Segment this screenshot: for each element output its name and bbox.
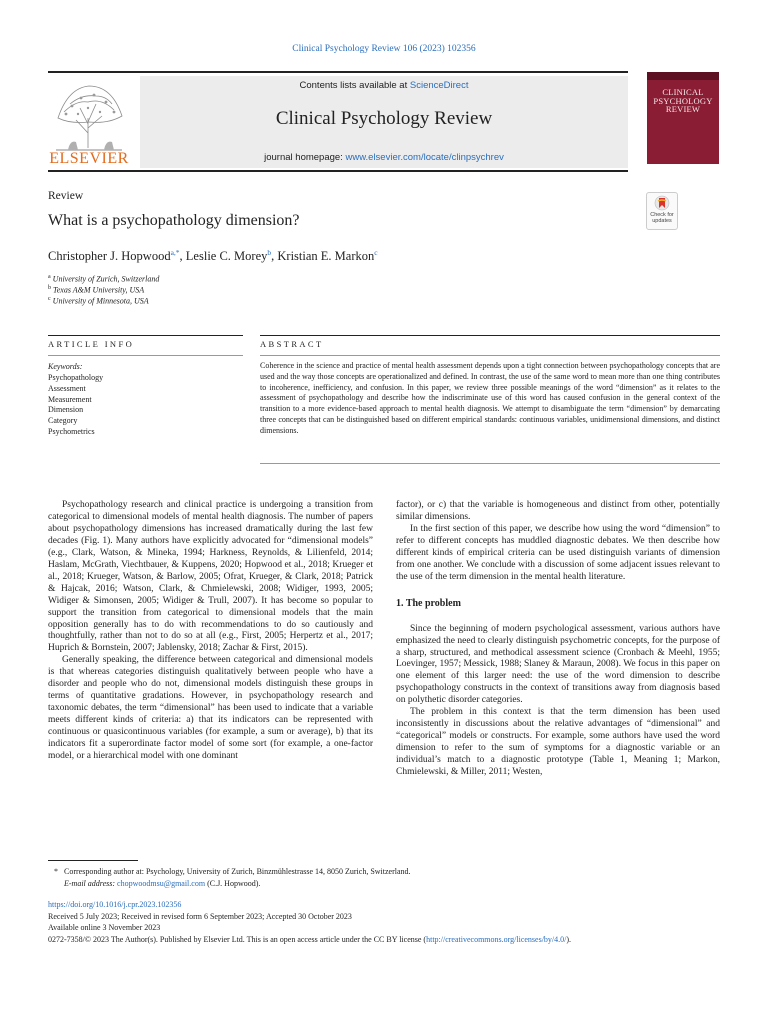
author-name[interactable]: Leslie C. Morey	[185, 249, 268, 264]
affiliation-text: University of Zurich, Switzerland	[52, 274, 160, 284]
corresponding-author-note	[54, 866, 411, 878]
check-for-updates-button[interactable]	[646, 192, 678, 230]
keywords-list	[48, 373, 103, 438]
article-title: What is a psychopathology dimension?	[48, 212, 300, 229]
author-affiliation-marker[interactable]: a,*	[170, 248, 180, 257]
journal-cover-band	[647, 72, 719, 80]
body-paragraph-continued: factor), or c) that the variable is homogeneous and distinct from other, potentially similar dimensions.	[396, 500, 720, 522]
body-column-right	[396, 500, 720, 779]
received-dates: Received 5 July 2023; Received in revised form 6 September 2023; Accepted 30 October 2023	[48, 911, 352, 921]
crossmark-caption: Check for updates	[650, 212, 674, 224]
author-name[interactable]: Christopher J. Hopwood	[48, 249, 171, 264]
running-head[interactable]: Clinical Psychology Review 106 (2023) 102356	[292, 44, 476, 54]
article-info-heading: ARTICLE INFO	[48, 339, 135, 349]
body-paragraph: The problem in this context is that the term dimension has been used inconsistently in discussions about the relative advantages of “dimensional” and “categorical” models or constructs. For example, some authors have used the word dimension to refer to the sum of symptoms for a diagnostic variable or an individual’s match to a diagnostic prototype (Table 1, Meaning 1; Markon, Chmielewski, & Miller, 2011; Westen,	[396, 707, 720, 778]
cover-line: CLINICAL	[662, 87, 704, 97]
keyword-item: Dimension	[48, 405, 84, 415]
affiliation-item	[48, 296, 149, 306]
keyword-item: Psychopathology	[48, 373, 104, 382]
body-paragraph: Generally speaking, the difference between categorical and dimensional models is that whereas categories distinguish qualitatively between people who have a disorder and people who do not, dimensional models distinguish these groups in terms of quantitative gradations. However, in psychopathology research and taxonomic debates, the term “dimensional” has been used to indicate that a variable meets different kinds of criteria: a) that its indicators can be represented with continuous or quasicontinuous variables (for example, a sum or average), b) that its indicators fit a superordinate factor model of some sort (for example, a one-factor model, or a hierarchical model with one dominant	[48, 655, 373, 762]
elsevier-wordmark[interactable]: ELSEVIER	[49, 150, 129, 167]
article-type: Review	[48, 190, 84, 202]
author-name[interactable]: Kristian E. Markon	[277, 249, 375, 264]
email-line	[54, 878, 411, 890]
footnote-marker: *	[54, 867, 58, 876]
abstract-heading: ABSTRACT	[260, 339, 324, 349]
publication-info	[48, 899, 728, 945]
masthead-top-rule	[48, 71, 628, 73]
footnote-rule	[48, 860, 138, 861]
affiliation-text: Texas A&M University, USA	[53, 285, 145, 295]
copyright-text: 0272-7358/© 2023 The Author(s). Published by Elsevier Ltd. This is an open access article under the CC BY license (	[48, 934, 427, 944]
abstract-rule	[260, 335, 720, 336]
sciencedirect-link[interactable]: ScienceDirect	[409, 80, 469, 91]
article-info-rule	[48, 335, 243, 336]
affiliation-marker: c	[48, 296, 51, 302]
affiliation-marker: a	[48, 274, 51, 280]
cover-line: REVIEW	[665, 104, 701, 114]
copyright-end: ).	[566, 934, 572, 944]
body-paragraph: Since the beginning of modern psychological assessment, various authors have emphasized the need to clearly distinguish psychometric concepts, for the purpose of a sharp, structured, and methodical assessment science (Cronbach & Meehl, 1955; Loevinger, 1957; Messick, 1988; Slaney & Maraun, 2008). We focus in this paper on one element of this larger need: the use of the word dimension to describe psychopathology constructs in the context of transitions away from diagnosis based on polythetic disorder categories.	[396, 623, 720, 706]
contents-line	[140, 80, 628, 91]
email-suffix: (C.J. Hopwood).	[207, 879, 261, 888]
affiliation-marker: b	[48, 285, 51, 291]
copyright-line	[48, 934, 728, 946]
keyword-item: Psychometrics	[48, 426, 95, 436]
cover-line: PSYCHOLOGY	[653, 95, 713, 106]
journal-cover-title	[650, 88, 716, 114]
author-affiliation-marker[interactable]: b	[267, 248, 272, 257]
online-date: Available online 3 November 2023	[48, 923, 161, 933]
journal-title: Clinical Psychology Review	[275, 108, 493, 129]
email-label: E-mail address:	[64, 879, 116, 888]
corresponding-text: Corresponding author at: Psychology, University of Zurich, Binzmühlestrasse 14, 8050 Zurich, Switzerland.	[64, 867, 411, 876]
section-heading: 1. The problem	[396, 597, 461, 609]
affiliation-item	[48, 285, 144, 295]
author-list: Christopher J. Hopwood$^{a,*}$, Leslie C. Morey$^b$, Kristian E. Markon$^c$	[48, 248, 378, 264]
keywords-label: Keywords:	[48, 362, 83, 371]
journal-cover-thumbnail[interactable]	[647, 72, 719, 164]
abstract-subrule	[260, 355, 720, 356]
homepage-prefix: journal homepage:	[264, 152, 346, 163]
journal-homepage-line	[140, 152, 628, 163]
masthead-bottom-rule	[48, 170, 628, 172]
journal-homepage-link[interactable]: www.elsevier.com/locate/clinpsychrev	[345, 152, 504, 163]
affiliation-item	[48, 274, 159, 284]
abstract-bottom-rule	[260, 463, 720, 464]
article-info-subrule	[48, 355, 243, 356]
email-link[interactable]: chopwoodmsu@gmail.com	[117, 879, 206, 888]
abstract-text: Coherence in the science and practice of mental health assessment depends upon a tight connection between psychopathology concepts that are used and the way those concepts are operationalized and defined. In contrast, the use of the same word to mean more than one thing contributes to incoherence, inefficiency, and confusion. In this paper, we review three possible meanings of the word “dimension” as it relates to the assessment of psychopathology and describe how the indiscriminate use of this word has caused confusion in the general context of the transition to a more evidence-based approach to mental health diagnosis. We attempt to disambiguate the term “dimension” by demarcating three concepts that can be distinguished based on different empirical standards: continuous variables, unidimensional dimensions, and distinct dimensions.	[260, 361, 720, 435]
keyword-item: Measurement	[48, 394, 92, 404]
crossmark-icon	[654, 195, 670, 211]
footnote	[54, 866, 411, 890]
body-paragraph: Psychopathology research and clinical practice is undergoing a transition from categorical to dimensional models of mental health diagnosis. The number of papers about psychopathology dimensions has increased dramatically during the last few decades (Fig. 1). Many authors have explicitly advocated for “dimensional models” (e.g., Clark, Watson, & Mineka, 1994; Harkness, Reynolds, & Lilienfeld, 2014; Haslam, McGrath, Viechtbauer, & Kuppens, 2020; Hopwood et al., 2018; Krueger et al., 2018; Krueger, Watson, & Barlow, 2005; Ofrat, Krueger, & Clark, 2018; Patrick & Hajcak, 2016; Watson, Clark, & Chmielewski, 2008; Widiger, 1993, 2005; Widiger & Simonsen, 2005; Widiger & Trull, 2007). It has become so popular to support the transition from categorical to dimensional models that the main opposition generally has to do with recommendations to do so cautiously and thoughtfully, rather than not to do so at all (e.g., First, 2005; Herpertz et al., 2017; Huprich & Bornstein, 2007; Jablensky, 2018; Zachar & First, 2015).	[48, 500, 373, 654]
affiliation-text: University of Minnesota, USA	[52, 296, 149, 306]
body-paragraph: In the first section of this paper, we describe how using the word “dimension” to refer to different concepts has muddled diagnostic debates. We then describe how different kinds of empirical criteria can be used distinguish variants of dimension from one another. We conclude with a discussion of some adjacent issues relevant to the use of the term dimension in the mental health literature.	[396, 523, 720, 582]
doi-link[interactable]: https://doi.org/10.1016/j.cpr.2023.102356	[48, 900, 182, 909]
author-affiliation-marker[interactable]: c	[374, 248, 378, 257]
license-link[interactable]: http://creativecommons.org/licenses/by/4.0/	[426, 934, 567, 944]
contents-prefix: Contents lists available at	[299, 80, 410, 91]
body-column-left	[48, 500, 373, 763]
keyword-item: Category	[48, 416, 78, 426]
keyword-item: Assessment	[48, 383, 86, 393]
